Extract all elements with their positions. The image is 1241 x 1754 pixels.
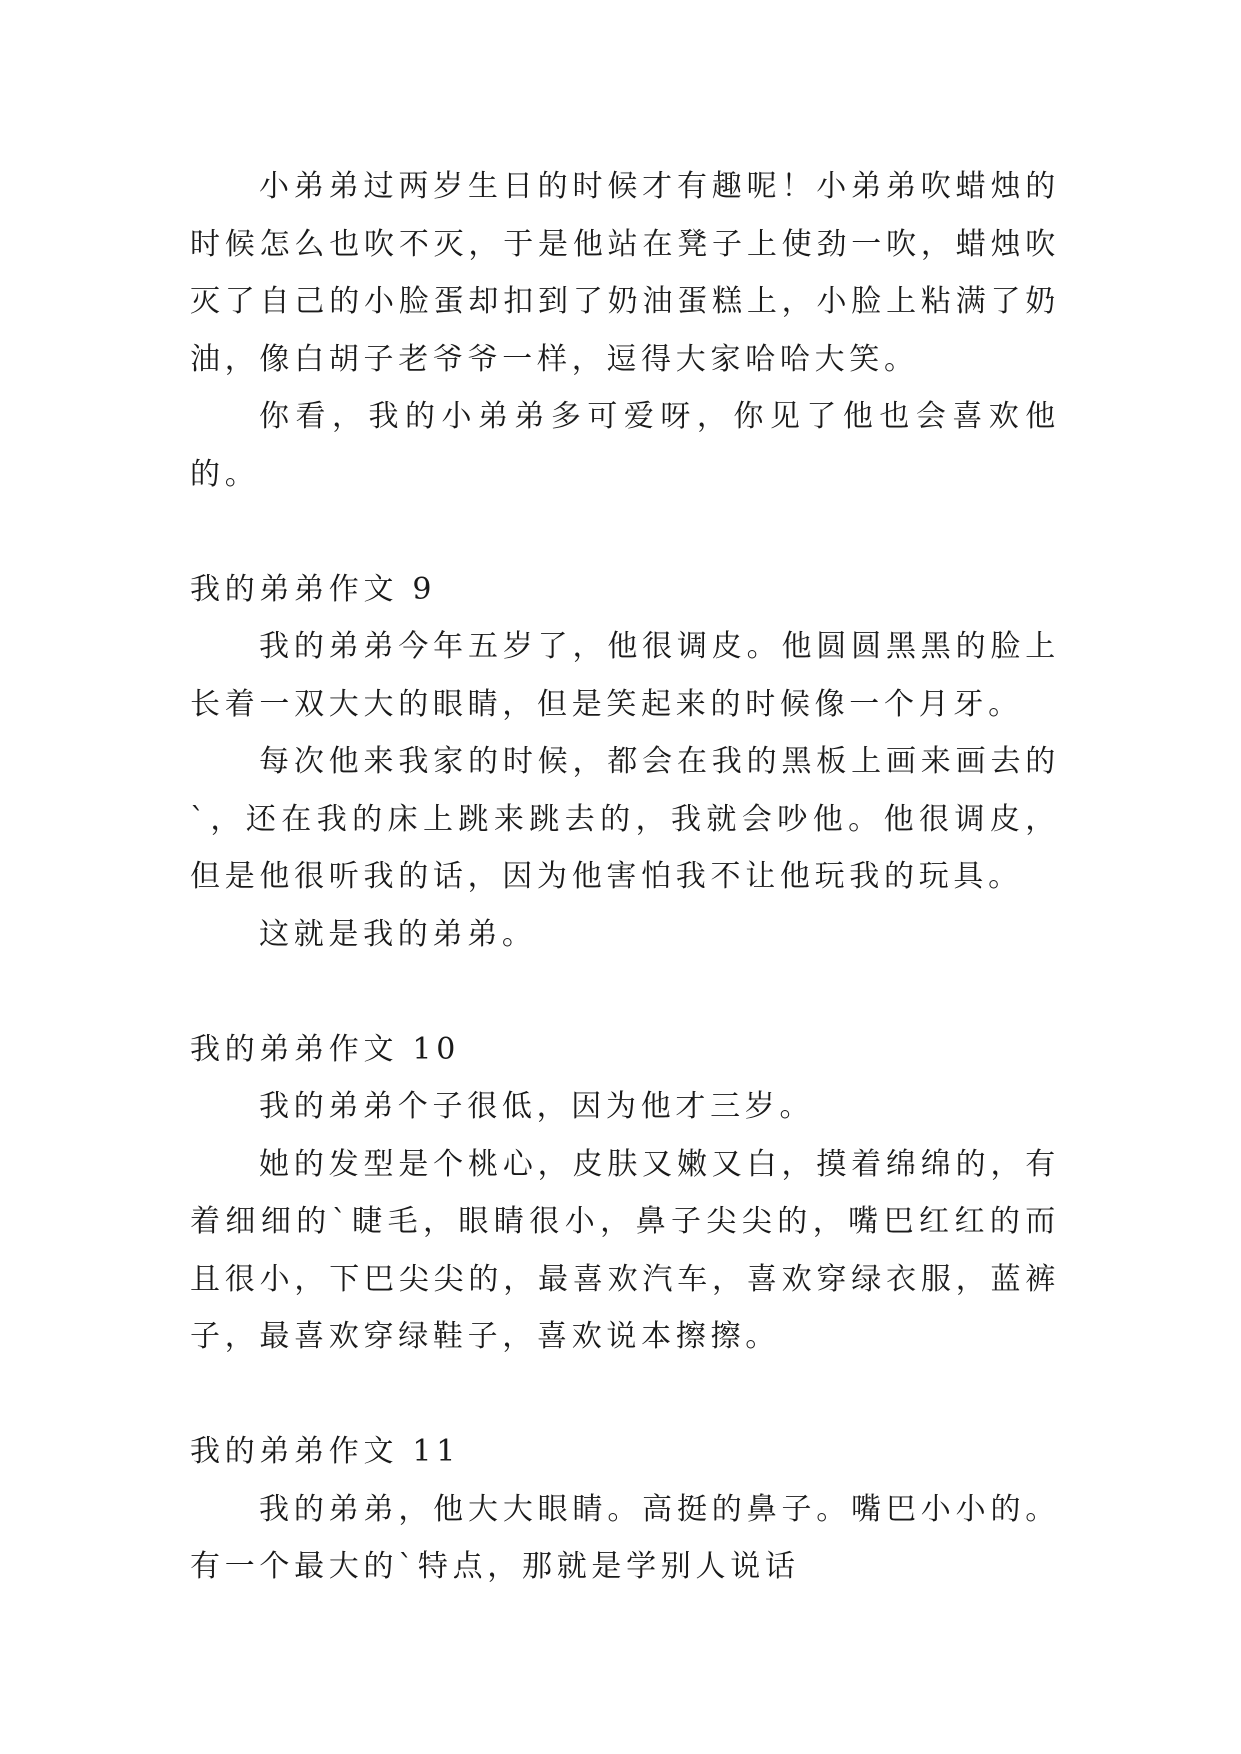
document-page bbox=[190, 158, 1060, 1596]
paragraph: 小弟弟过两岁生日的时候才有趣呢！小弟弟吹蜡烛的时候怎么也吹不灭，于是他站在凳子上使劲一吹，蜡烛吹灭了自己的小脸蛋却扣到了奶油蛋糕上，小脸上粘满了奶油，像白胡子老爷爷一样，逗得大家哈哈大笑。 bbox=[190, 169, 1060, 377]
essay-heading: 我的弟弟作文 10 bbox=[190, 1031, 461, 1067]
essay-section bbox=[190, 561, 1060, 964]
paragraph: 我的弟弟，他大大眼睛。高挺的鼻子。嘴巴小小的。有一个最大的`特点，那就是学别人说话 bbox=[190, 1491, 1060, 1584]
paragraph: 她的发型是个桃心，皮肤又嫩又白，摸着绵绵的，有着细细的`睫毛，眼睛很小，鼻子尖尖的，嘴巴红红的而且很小，下巴尖尖的，最喜欢汽车，喜欢穿绿衣服，蓝裤子，最喜欢穿绿鞋子，喜欢说本擦擦。 bbox=[190, 1146, 1060, 1354]
essay-heading: 我的弟弟作文 9 bbox=[190, 571, 437, 607]
section-spacer bbox=[190, 503, 1060, 561]
paragraph: 每次他来我家的时候，都会在我的黑板上画来画去的`，还在我的床上跳来跳去的，我就会吵他。他很调皮，但是他很听我的话，因为他害怕我不让他玩我的玩具。 bbox=[190, 744, 1060, 894]
section-spacer bbox=[190, 1366, 1060, 1424]
essay-heading: 我的弟弟作文 11 bbox=[190, 1434, 461, 1469]
paragraph: 我的弟弟个子很低，因为他才三岁。 bbox=[259, 1089, 815, 1124]
essay-section bbox=[190, 1021, 1060, 1366]
essay-section bbox=[190, 158, 1060, 503]
section-spacer bbox=[190, 963, 1060, 1021]
paragraph: 你看，我的小弟弟多可爱呀，你见了他也会喜欢他的。 bbox=[190, 399, 1060, 492]
essay-section bbox=[190, 1423, 1060, 1596]
paragraph: 这就是我的弟弟。 bbox=[259, 916, 537, 952]
paragraph: 我的弟弟今年五岁了，他很调皮。他圆圆黑黑的脸上长着一双大大的眼睛，但是笑起来的时候像一个月牙。 bbox=[190, 629, 1060, 722]
